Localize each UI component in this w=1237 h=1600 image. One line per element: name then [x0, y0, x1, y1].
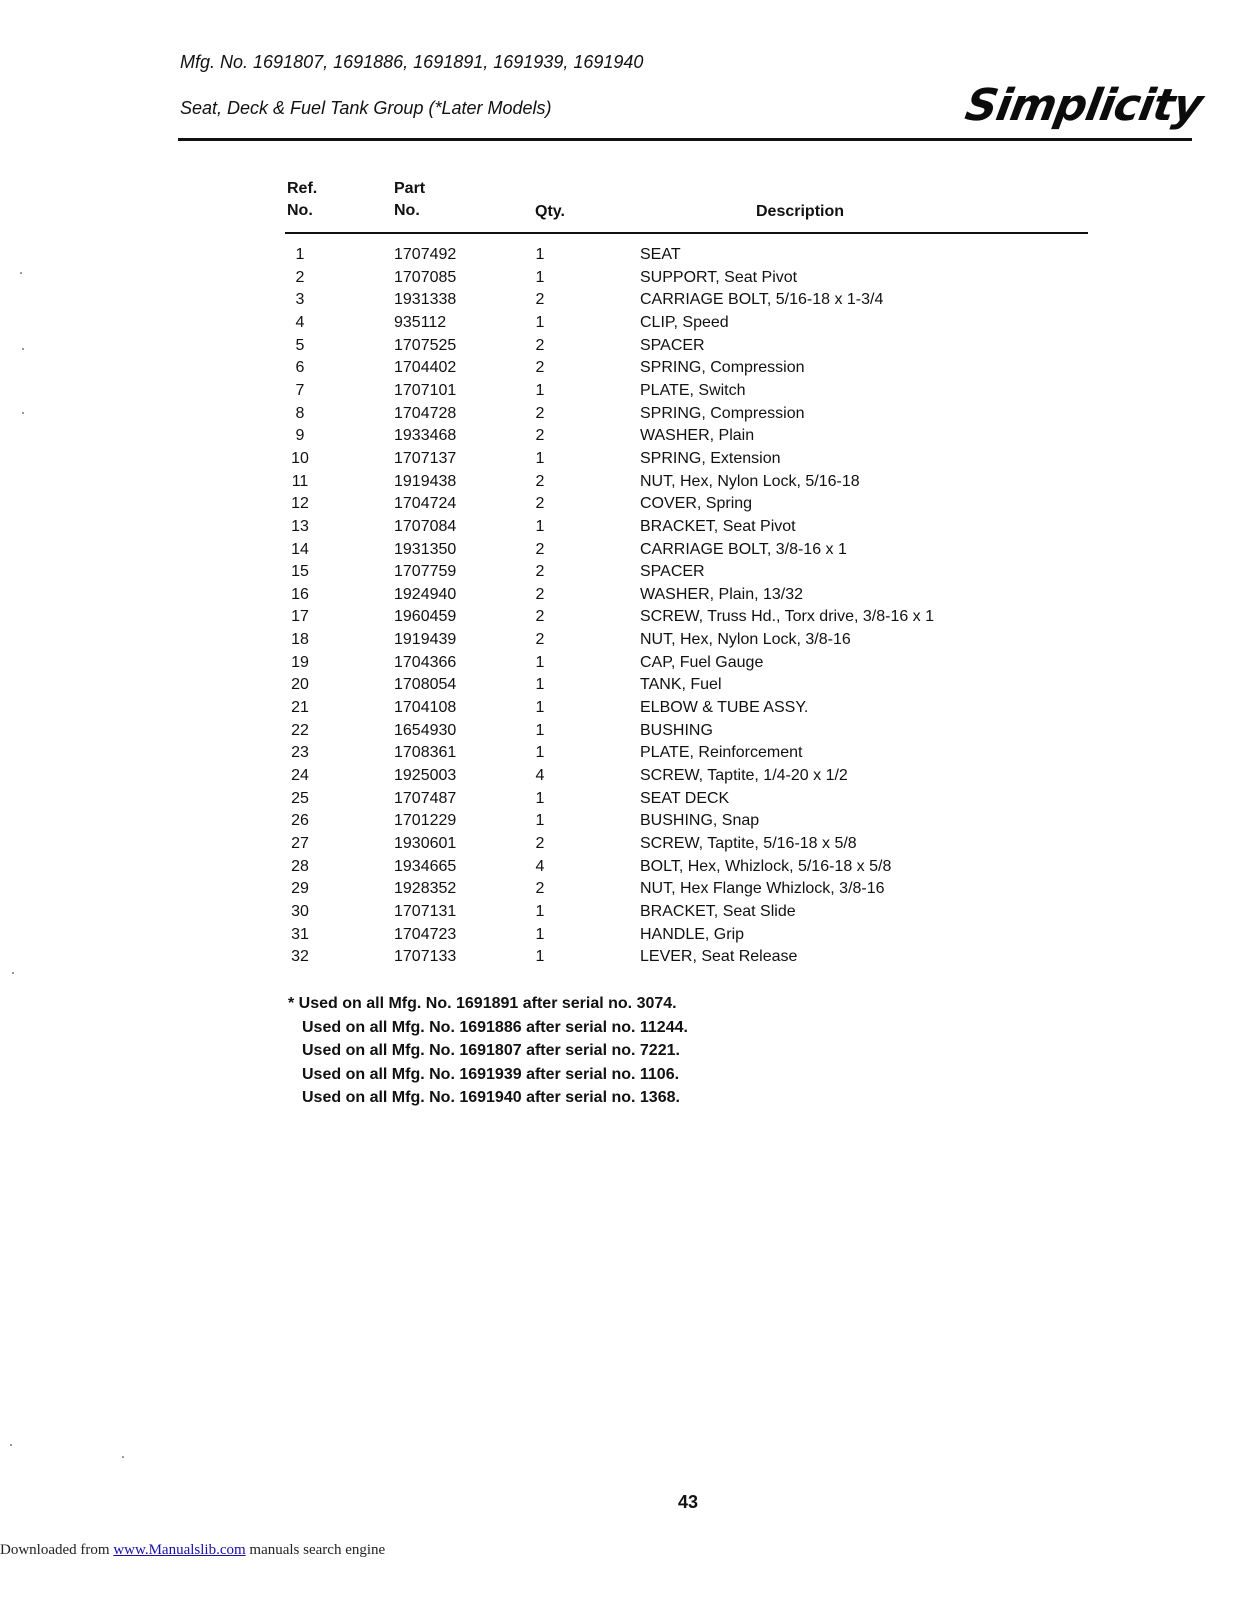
table-row [0, 425, 1237, 447]
qty-cell: 2 [535, 336, 545, 354]
ref-no-cell: 14 [291, 540, 309, 558]
table-row [0, 312, 1237, 334]
description-cell: SEAT DECK [640, 789, 730, 807]
part-no-cell: 1934665 [394, 857, 457, 875]
col-header-part [394, 178, 425, 222]
ref-no-cell: 6 [295, 359, 305, 377]
table-row [0, 448, 1237, 470]
description-cell: PLATE, Switch [640, 381, 746, 399]
ref-no-cell: 8 [295, 404, 305, 422]
ref-no-cell: 13 [291, 517, 309, 535]
description-cell: PLATE, Reinforcement [640, 744, 803, 762]
download-footer [0, 1542, 385, 1559]
table-row [0, 765, 1237, 787]
ref-no-cell: 10 [291, 449, 309, 467]
ref-no-cell: 32 [291, 948, 309, 966]
part-no-cell: 1919438 [394, 472, 457, 490]
table-row [0, 924, 1237, 946]
footnote: Used on all Mfg. No. 1691939 after serial no. 1106. [302, 1065, 680, 1083]
ref-no-cell: 17 [291, 608, 309, 626]
qty-cell: 2 [535, 585, 545, 603]
part-no-cell: 1931338 [394, 291, 457, 309]
description-cell: NUT, Hex Flange Whizlock, 3/8-16 [640, 880, 885, 898]
ref-no-cell: 31 [291, 925, 309, 943]
qty-cell: 2 [535, 880, 545, 898]
ref-no-cell: 25 [291, 789, 309, 807]
footer-prefix: Downloaded from [0, 1542, 114, 1558]
ref-no-cell: 15 [291, 563, 309, 581]
description-cell: BRACKET, Seat Pivot [640, 517, 796, 535]
table-row [0, 516, 1237, 538]
description-cell: BUSHING, Snap [640, 812, 760, 830]
part-no-cell: 1933468 [394, 427, 457, 445]
table-row [0, 697, 1237, 719]
col-header-part-line1: Part [394, 180, 426, 197]
description-cell: NUT, Hex, Nylon Lock, 5/16-18 [640, 472, 860, 490]
part-no-cell: 1960459 [394, 608, 457, 626]
description-cell: LEVER, Seat Release [640, 948, 798, 966]
ref-no-cell: 27 [291, 834, 309, 852]
qty-cell: 1 [535, 268, 545, 286]
table-row [0, 493, 1237, 515]
manualslib-link[interactable]: www.Manualslib.com [113, 1542, 246, 1558]
table-row [0, 878, 1237, 900]
description-cell: SPRING, Compression [640, 404, 805, 422]
qty-cell: 2 [535, 495, 545, 513]
table-row [0, 380, 1237, 402]
table-row [0, 606, 1237, 628]
part-no-cell: 1707525 [394, 336, 457, 354]
scan-speck [10, 1444, 12, 1446]
qty-cell: 2 [535, 540, 545, 558]
description-cell: WASHER, Plain, 13/32 [640, 585, 804, 603]
column-header-rule [285, 232, 1088, 234]
ref-no-cell: 28 [291, 857, 309, 875]
part-no-cell: 1928352 [394, 880, 457, 898]
scan-speck [12, 972, 14, 974]
qty-cell: 1 [535, 313, 545, 331]
part-no-cell: 1707759 [394, 563, 457, 581]
qty-cell: 2 [535, 359, 545, 377]
scan-speck [20, 272, 22, 274]
brand-logo: Simplicity [961, 80, 1206, 131]
col-header-description: Description [756, 203, 845, 220]
description-cell: SUPPORT, Seat Pivot [640, 268, 798, 286]
qty-cell: 1 [535, 744, 545, 762]
qty-cell: 2 [535, 563, 545, 581]
description-cell: CLIP, Speed [640, 313, 729, 331]
table-row [0, 244, 1237, 266]
qty-cell: 1 [535, 948, 545, 966]
qty-cell: 1 [535, 449, 545, 467]
mfg-numbers: Mfg. No. 1691807, 1691886, 1691891, 1691939, 1691940 [180, 52, 644, 72]
description-cell: SPRING, Compression [640, 359, 805, 377]
table-row [0, 810, 1237, 832]
scan-speck [22, 348, 24, 350]
col-header-ref-line2: No. [287, 202, 313, 219]
part-no-cell: 1931350 [394, 540, 457, 558]
table-row [0, 403, 1237, 425]
qty-cell: 2 [535, 404, 545, 422]
col-header-qty: Qty. [535, 203, 565, 220]
part-no-cell: 935112 [394, 313, 447, 331]
table-row [0, 674, 1237, 696]
part-no-cell: 1708361 [394, 744, 457, 762]
qty-cell: 1 [535, 812, 545, 830]
part-no-cell: 1707487 [394, 789, 457, 807]
page-number: 43 [677, 1492, 699, 1512]
qty-cell: 2 [535, 834, 545, 852]
ref-no-cell: 5 [295, 336, 305, 354]
scan-speck [22, 412, 24, 414]
scan-speck [122, 1456, 124, 1458]
qty-cell: 1 [535, 246, 545, 263]
ref-no-cell: 2 [295, 268, 305, 286]
part-no-cell: 1707492 [394, 246, 457, 263]
part-no-cell: 1704728 [394, 404, 457, 422]
description-cell: TANK, Fuel [640, 676, 722, 694]
part-no-cell: 1704108 [394, 699, 457, 716]
description-cell: ELBOW & TUBE ASSY. [640, 699, 809, 716]
ref-no-cell: 4 [295, 313, 305, 331]
ref-no-cell: 12 [291, 495, 309, 513]
part-no-cell: 1924940 [394, 585, 457, 603]
table-row [0, 652, 1237, 674]
footnote: Used on all Mfg. No. 1691807 after serial no. 7221. [302, 1042, 680, 1059]
footer-suffix: manuals search engine [245, 1542, 386, 1558]
ref-no-cell: 1 [295, 246, 305, 263]
description-cell: SCREW, Taptite, 1/4-20 x 1/2 [640, 766, 848, 784]
qty-cell: 1 [535, 676, 545, 694]
description-cell: BOLT, Hex, Whizlock, 5/16-18 x 5/8 [640, 857, 892, 875]
part-no-cell: 1704366 [394, 653, 457, 671]
table-row [0, 901, 1237, 923]
table-row [0, 742, 1237, 764]
table-row [0, 629, 1237, 651]
description-cell: WASHER, Plain [640, 427, 755, 445]
ref-no-cell: 22 [291, 721, 309, 739]
ref-no-cell: 11 [291, 472, 309, 490]
ref-no-cell: 24 [291, 766, 309, 784]
qty-cell: 1 [535, 902, 545, 920]
part-no-cell: 1930601 [394, 834, 457, 852]
table-row [0, 833, 1237, 855]
col-header-part-line2: No. [394, 202, 420, 219]
table-row [0, 267, 1237, 289]
ref-no-cell: 21 [291, 699, 309, 716]
qty-cell: 1 [535, 517, 545, 535]
footnotes [288, 992, 688, 1110]
ref-no-cell: 23 [291, 744, 309, 762]
qty-cell: 4 [535, 857, 545, 875]
ref-no-cell: 26 [291, 812, 309, 830]
table-row [0, 289, 1237, 311]
part-no-cell: 1704402 [394, 359, 457, 377]
ref-no-cell: 9 [295, 427, 305, 445]
description-cell: SEAT [640, 246, 681, 263]
part-no-cell: 1707133 [394, 948, 457, 966]
description-cell: CARRIAGE BOLT, 3/8-16 x 1 [640, 540, 847, 558]
part-no-cell: 1707137 [394, 449, 457, 467]
description-cell: BUSHING [640, 721, 713, 739]
part-no-cell: 1919439 [394, 631, 457, 648]
part-no-cell: 1707084 [394, 517, 457, 535]
table-row [0, 946, 1237, 968]
ref-no-cell: 7 [295, 381, 305, 399]
description-cell: SCREW, Taptite, 5/16-18 x 5/8 [640, 834, 857, 852]
part-no-cell: 1707085 [394, 268, 457, 286]
qty-cell: 2 [535, 472, 545, 490]
table-row [0, 357, 1237, 379]
footnote: Used on all Mfg. No. 1691886 after serial no. 11244. [302, 1018, 688, 1036]
description-cell: NUT, Hex, Nylon Lock, 3/8-16 [640, 631, 851, 648]
table-row [0, 584, 1237, 606]
qty-cell: 1 [535, 925, 545, 943]
table-row [0, 471, 1237, 493]
table-row [0, 788, 1237, 810]
col-header-ref-line1: Ref. [287, 180, 318, 197]
part-no-cell: 1701229 [394, 812, 457, 830]
qty-cell: 1 [535, 653, 545, 671]
footnote: * Used on all Mfg. No. 1691891 after serial no. 3074. [288, 995, 677, 1012]
description-cell: COVER, Spring [640, 495, 753, 513]
qty-cell: 2 [535, 427, 545, 445]
description-cell: SPACER [640, 336, 705, 354]
description-cell: CAP, Fuel Gauge [640, 653, 764, 671]
ref-no-cell: 3 [295, 291, 305, 309]
ref-no-cell: 16 [291, 585, 309, 603]
description-cell: BRACKET, Seat Slide [640, 902, 796, 920]
ref-no-cell: 29 [291, 880, 309, 898]
qty-cell: 2 [535, 631, 545, 648]
table-row [0, 561, 1237, 583]
col-header-ref [287, 178, 317, 222]
qty-cell: 1 [535, 699, 545, 716]
description-cell: SPACER [640, 563, 705, 581]
part-no-cell: 1704723 [394, 925, 457, 943]
part-no-cell: 1707101 [394, 381, 457, 399]
footnote: Used on all Mfg. No. 1691940 after serial no. 1368. [302, 1089, 680, 1106]
header-rule [178, 138, 1192, 141]
part-no-cell: 1704724 [394, 495, 457, 513]
qty-cell: 1 [535, 721, 545, 739]
table-row [0, 539, 1237, 561]
description-cell: SPRING, Extension [640, 449, 781, 467]
ref-no-cell: 20 [291, 676, 309, 694]
part-no-cell: 1654930 [394, 721, 457, 739]
qty-cell: 2 [535, 608, 545, 626]
ref-no-cell: 19 [291, 653, 309, 671]
group-title: Seat, Deck & Fuel Tank Group (*Later Models) [180, 98, 552, 118]
part-no-cell: 1925003 [394, 766, 457, 784]
qty-cell: 2 [535, 291, 545, 309]
ref-no-cell: 18 [291, 631, 309, 648]
description-cell: CARRIAGE BOLT, 5/16-18 x 1-3/4 [640, 291, 884, 309]
table-row [0, 335, 1237, 357]
qty-cell: 1 [535, 789, 545, 807]
table-row [0, 720, 1237, 742]
part-no-cell: 1707131 [394, 902, 457, 920]
table-row [0, 856, 1237, 878]
qty-cell: 1 [535, 381, 545, 399]
part-no-cell: 1708054 [394, 676, 457, 694]
qty-cell: 4 [535, 766, 545, 784]
description-cell: HANDLE, Grip [640, 925, 745, 943]
ref-no-cell: 30 [291, 902, 309, 920]
description-cell: SCREW, Truss Hd., Torx drive, 3/8-16 x 1 [640, 608, 935, 626]
